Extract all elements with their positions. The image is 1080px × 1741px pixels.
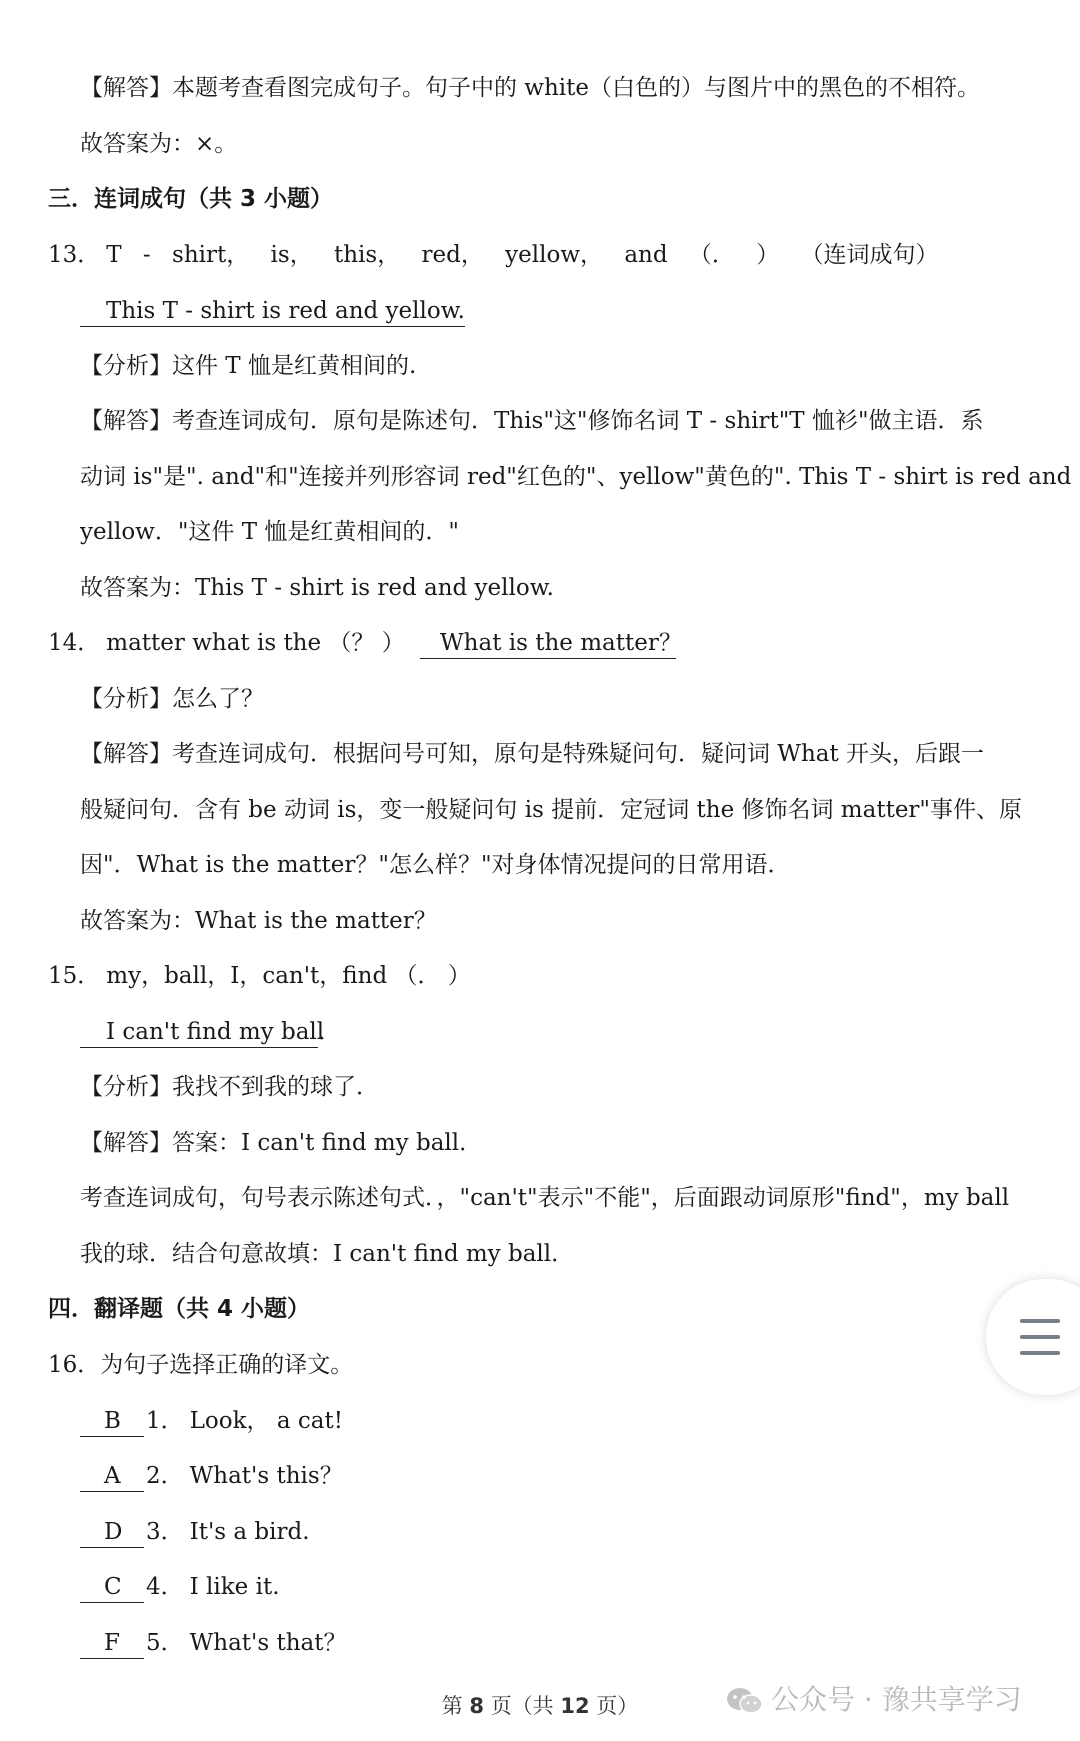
wechat-logo-icon — [725, 1686, 765, 1716]
solution-13-line2: 动词 is"是". and"和"连接并列形容词 red"红色的"、yellow"黄色的". This T - shirt is red and — [80, 464, 1072, 490]
translation-row — [80, 1460, 343, 1492]
solution-15-line3: 我的球．结合句意故填：I can't find my ball． — [80, 1241, 575, 1267]
final-answer-14: 故答案为：What is the matter？ — [80, 908, 437, 934]
watermark — [725, 1678, 1022, 1718]
translation-row — [80, 1516, 310, 1548]
question-number: 13． — [48, 242, 101, 268]
solution-14-line1: 【解答】考查连词成句．根据问号可知，原句是特殊疑问句．疑问词 What 开头，后跟一 — [80, 741, 985, 767]
footer-suffix: 页） — [596, 1694, 639, 1718]
question-13 — [48, 239, 939, 271]
translation-answer: C — [80, 1572, 144, 1603]
answer-blank-13 — [80, 295, 465, 327]
analysis-15: 【分析】我找不到我的球了． — [80, 1074, 379, 1100]
solution-13-line3: yellow．"这件 T 恤是红黄相间的．" — [80, 519, 459, 545]
footer-mid: 页（共 — [490, 1694, 554, 1718]
item-text: What's that？ — [189, 1630, 347, 1656]
item-number: 3． — [146, 1519, 184, 1545]
item-number: 1． — [146, 1408, 184, 1434]
translation-row — [80, 1627, 347, 1659]
menu-icon-bar — [1020, 1335, 1060, 1339]
translation-row — [80, 1571, 280, 1603]
question-number: 14． — [48, 630, 101, 656]
translation-answer: D — [80, 1517, 144, 1548]
page-number: 8 — [469, 1694, 484, 1718]
solution-text: 【解答】本题考查看图完成句子。句子中的 white（白色的）与图片中的黑色的不相符。 — [80, 75, 981, 101]
question-words: matter what is the （？ ） — [106, 630, 405, 656]
filled-answer: I can't find my ball — [80, 1017, 318, 1048]
sentence-period: ． — [318, 1019, 341, 1045]
menu-icon — [1020, 1319, 1060, 1323]
answer-text: 故答案为：×。 — [80, 131, 238, 157]
item-number: 5． — [146, 1630, 184, 1656]
solution-15-line2: 考查连词成句，句号表示陈述句式．，"can't"表示"不能"，后面跟动词原形"find"，my ball — [80, 1185, 1010, 1211]
solution-14-line2: 般疑问句．含有 be 动词 is，变一般疑问句 is 提前．定冠词 the 修饰名词 matter"事件、原 — [80, 797, 1023, 823]
answer-blank-15 — [80, 1016, 341, 1048]
section-heading-3: 三．连词成句（共 3 小题） — [48, 186, 334, 212]
item-text: It's a bird. — [189, 1519, 310, 1545]
watermark-text: 公众号 · 豫共享学习 — [771, 1683, 1022, 1716]
translation-answer: F — [80, 1628, 144, 1659]
item-number: 2． — [146, 1463, 184, 1489]
translation-answer: B — [80, 1406, 144, 1437]
question-15 — [48, 960, 471, 992]
menu-button[interactable] — [985, 1278, 1080, 1396]
footer-prefix: 第 — [441, 1694, 463, 1718]
translation-answer: A — [80, 1461, 144, 1492]
question-number: 15． — [48, 963, 101, 989]
solution-13-line1: 【解答】考查连词成句．原句是陈述句．This"这"修饰名词 T - shirt"T 恤衫"做主语．系 — [80, 408, 984, 434]
filled-answer: This T - shirt is red and yellow. — [80, 296, 465, 327]
question-words: T - shirt， is， this， red， yellow， and （． ） （连词成句） — [106, 242, 939, 268]
filled-answer: What is the matter？ — [420, 628, 676, 659]
menu-icon-bar — [1020, 1351, 1060, 1355]
item-text: What's this？ — [189, 1463, 343, 1489]
item-text: I like it. — [189, 1574, 280, 1600]
item-text: Look， a cat! — [189, 1408, 343, 1434]
section-heading-4: 四．翻译题（共 4 小题） — [48, 1296, 311, 1322]
analysis-14: 【分析】怎么了？ — [80, 686, 264, 712]
item-number: 4． — [146, 1574, 184, 1600]
analysis-13: 【分析】这件 T 恤是红黄相间的. — [80, 353, 417, 379]
total-pages: 12 — [560, 1694, 590, 1718]
translation-row — [80, 1405, 343, 1437]
final-answer-13: 故答案为：This T - shirt is red and yellow. — [80, 575, 554, 601]
solution-14-line3: 因"．What is the matter？"怎么样？"对身体情况提问的日常用语． — [80, 852, 791, 878]
question-14 — [48, 627, 682, 659]
solution-15-line1: 【解答】答案：I can't find my ball． — [80, 1130, 483, 1156]
question-words: my，ball，I，can't，find （． ） — [106, 963, 471, 989]
question-16: 16．为句子选择正确的译文。 — [48, 1352, 354, 1378]
